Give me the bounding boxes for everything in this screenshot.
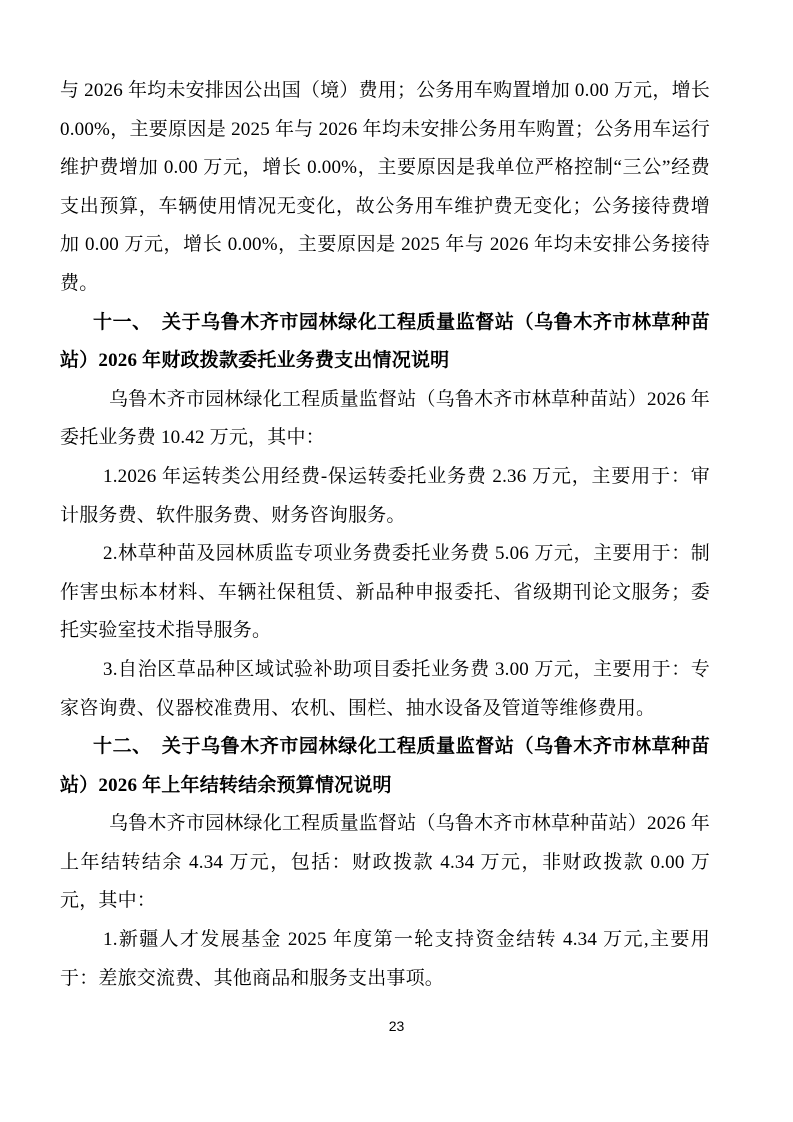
list-item-1-talent-development-fund: 1.新疆人才发展基金 2025 年度第一轮支持资金结转 4.34 万元,主要用于：差旅交流费、其他商品和服务支出事项。 [60,929,710,989]
paragraph-carryover-surplus-total: 乌鲁木齐市园林绿化工程质量监督站（乌鲁木齐市林草种苗站）2026 年上年结转结余 4.34 万元，包括：财政拨款 4.34 万元，非财政拨款 0.00 万元，其中： [60,813,710,912]
list-item-2-forestry-seedling-special-fee: 2.林草种苗及园林质监专项业务费委托业务费 5.06 万元，主要用于：制作害虫标本材料、车辆社保租赁、新品种申报委托、省级期刊论文服务；委托实验室技术指导服务。 [60,543,710,642]
list-item-1-operating-public-funds: 1.2026 年运转类公用经费-保运转委托业务费 2.36 万元，主要用于：审计服务费、软件服务费、财务咨询服务。 [60,465,710,526]
paragraph-three-public-funds-explanation: 与 2026 年均未安排因公出国（境）费用；公务用车购置增加 0.00 万元，增长 0.00%，主要原因是 2025 年与 2026 年均未安排公务用车购置；公务用车运行维护费增加 0.00 万元，增长 0.00%，主要原因是我单位严格控制“三公”经费支出预算，车辆使用情况无变化，故公务用车维护费无变化；公务接待费增加 0.00 万元，增长 0.00%，主要原因是 2025 年与 2026 年均未安排公务接待费。 [60,80,710,294]
paragraph-entrusted-fee-total: 乌鲁木齐市园林绿化工程质量监督站（乌鲁木齐市林草种苗站）2026 年委托业务费 10.42 万元，其中： [60,388,710,449]
section-heading-11-entrusted-business-fee: 十一、 关于乌鲁木齐市园林绿化工程质量监督站（乌鲁木齐市林草种苗站）2026 年财政拨款委托业务费支出情况说明 [60,311,710,372]
section-heading-12-carryover-surplus: 十二、 关于乌鲁木齐市园林绿化工程质量监督站（乌鲁木齐市林草种苗站）2026 年上年结转结余预算情况说明 [60,736,710,796]
document-body [60,72,710,998]
list-item-3-grass-variety-trial-subsidy: 3.自治区草品种区域试验补助项目委托业务费 3.00 万元，主要用于：专家咨询费、仪器校准费用、农机、围栏、抽水设备及管道等维修费用。 [60,658,710,719]
page-footer [0,1018,793,1036]
page-number: 23 [388,1018,405,1034]
